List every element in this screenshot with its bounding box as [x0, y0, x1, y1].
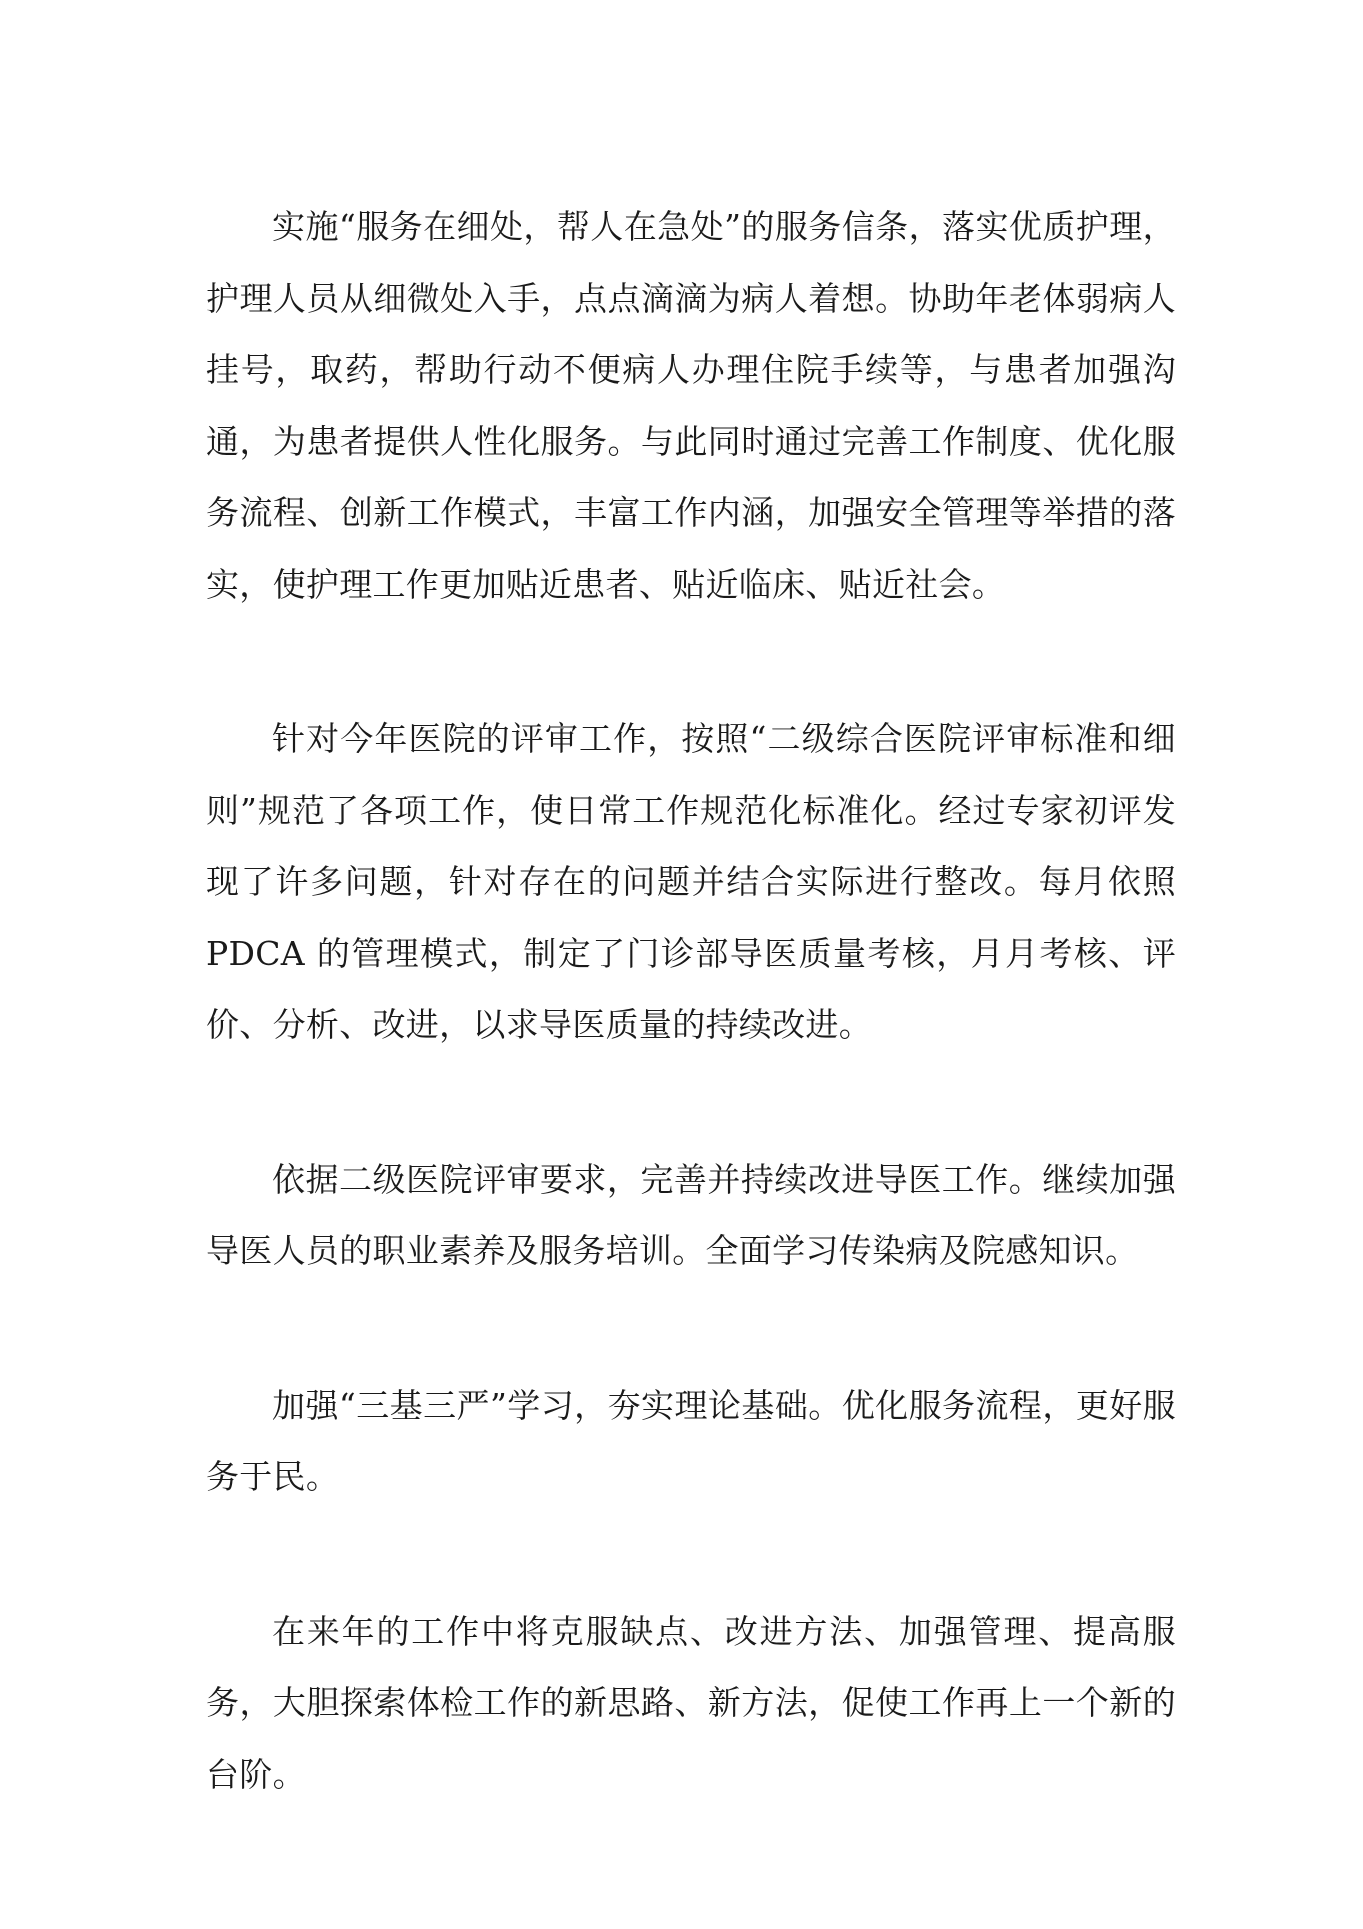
- paragraph-next-year-plan: 在来年的工作中将克服缺点、改进方法、加强管理、提高服务，大胆探索体检工作的新思路、新方法，促使工作再上一个新的台阶。: [206, 1611, 1176, 1794]
- paragraph-spacer: [206, 1061, 1176, 1144]
- paragraph-spacer: [206, 1287, 1176, 1370]
- paragraph-guide-improvement: 依据二级医院评审要求，完善并持续改进导医工作。继续加强导医人员的职业素养及服务培训。全面学习传染病及院感知识。: [206, 1159, 1176, 1270]
- document-body: [206, 191, 1176, 1810]
- paragraph-hospital-review: 针对今年医院的评审工作，按照“二级综合医院评审标准和细则”规范了各项工作，使日常工作规范化标准化。经过专家初评发现了许多问题，针对存在的问题并结合实际进行整改。每月依照 PDCA 的管理模式，制定了门诊部导医质量考核，月月考核、评价、分析、改进，以求导医质量的持续改进。: [206, 719, 1176, 1044]
- paragraph-spacer: [206, 1513, 1176, 1596]
- paragraph-nursing-service: 实施“服务在细处，帮人在急处”的服务信条，落实优质护理，护理人员从细微处入手，点点滴滴为病人着想。协助年老体弱病人挂号，取药，帮助行动不便病人办理住院手续等，与患者加强沟通，为患者提供人性化服务。与此同时通过完善工作制度、优化服务流程、创新工作模式，丰富工作内涵，加强安全管理等举措的落实，使护理工作更加贴近患者、贴近临床、贴近社会。: [206, 207, 1176, 604]
- paragraph-basic-training: 加强“三基三严”学习，夯实理论基础。优化服务流程，更好服务于民。: [206, 1385, 1176, 1496]
- paragraph-spacer: [206, 620, 1176, 703]
